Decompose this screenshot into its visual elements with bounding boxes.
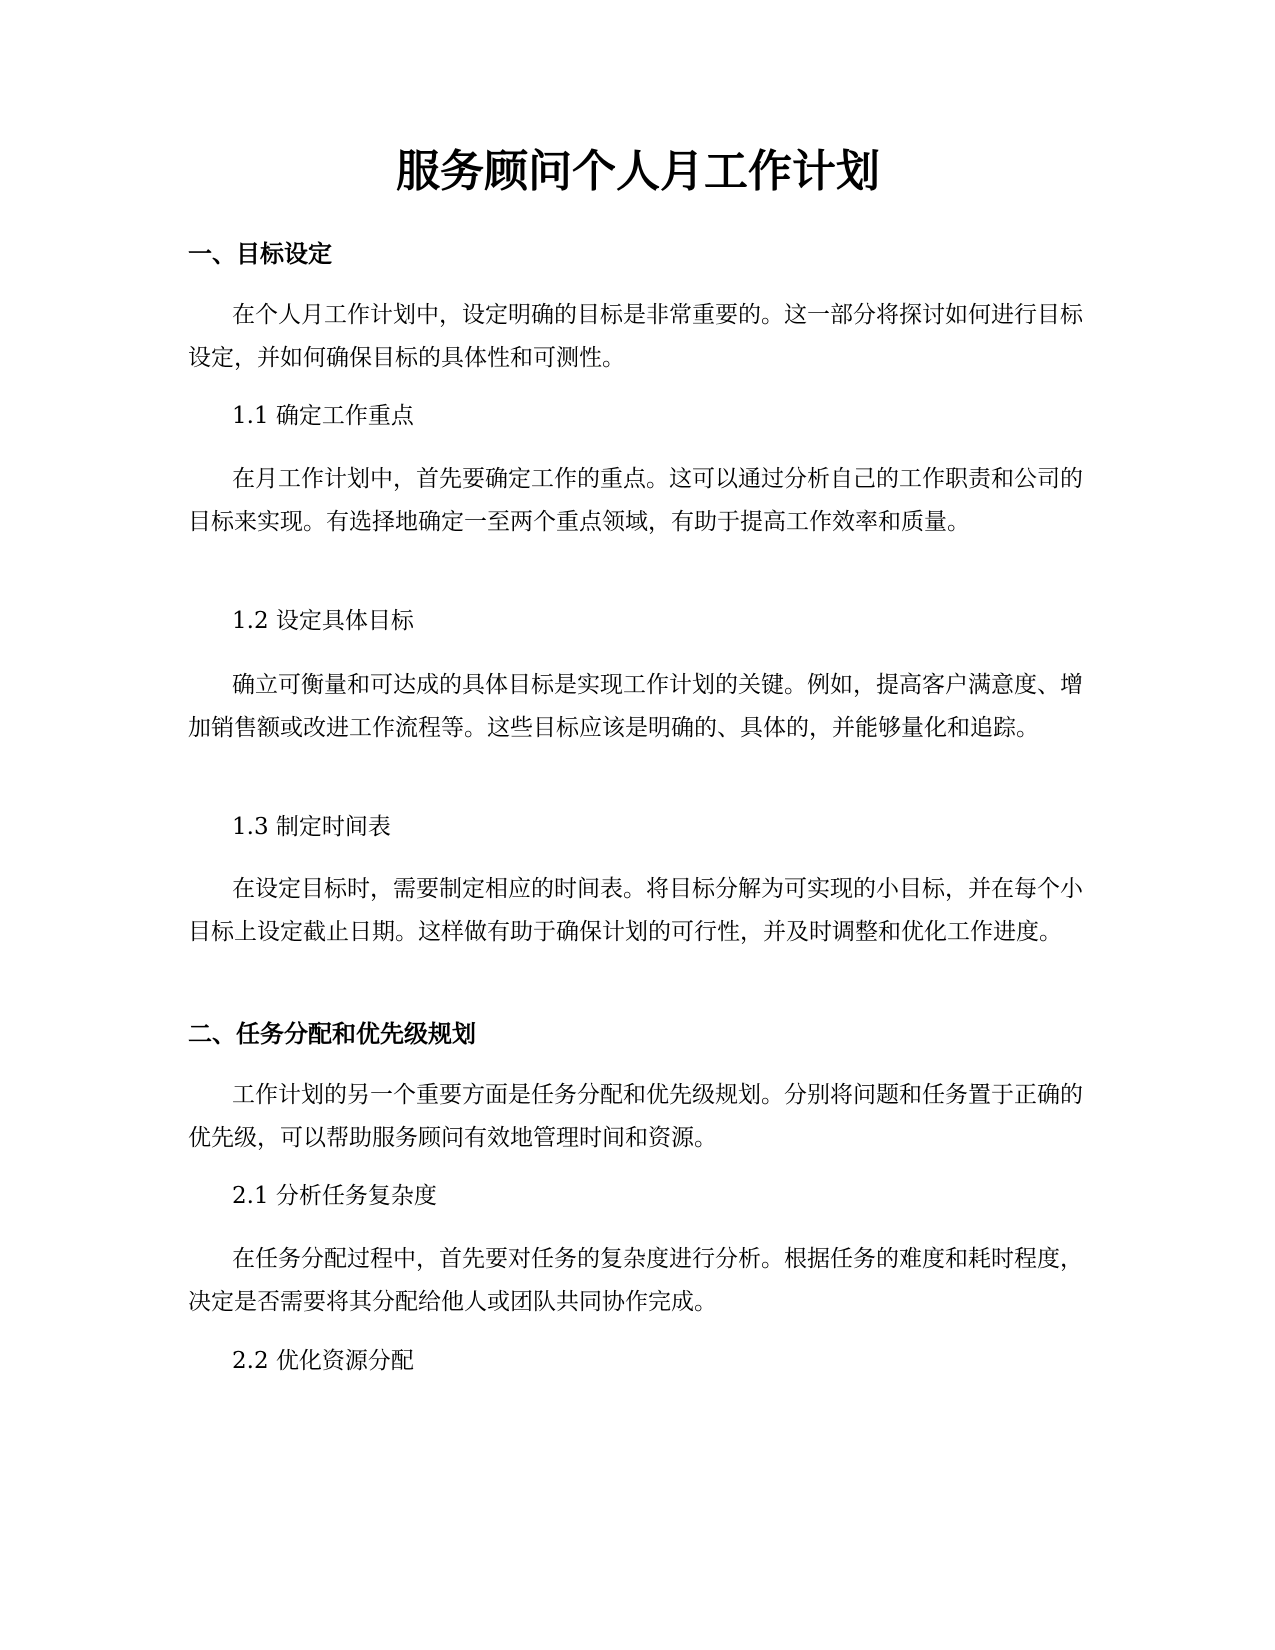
subsection-2-1-heading: 2.1 分析任务复杂度 — [232, 1183, 437, 1209]
subsection-1-1-body: 在月工作计划中，首先要确定工作的重点。这可以通过分析自己的工作职责和公司的目标来实现。有选择地确定一至两个重点领域，有助于提高工作效率和质量。 — [188, 466, 1083, 535]
subsection-1-1-heading: 1.1 确定工作重点 — [232, 403, 414, 429]
section-2-intro: 工作计划的另一个重要方面是任务分配和优先级规划。分别将问题和任务置于正确的优先级，可以帮助服务顾问有效地管理时间和资源。 — [188, 1082, 1083, 1151]
subsection-1-3-heading: 1.3 制定时间表 — [232, 814, 391, 840]
section-1-intro: 在个人月工作计划中，设定明确的目标是非常重要的。这一部分将探讨如何进行目标设定，并如何确保目标的具体性和可测性。 — [188, 302, 1083, 371]
document-title: 服务顾问个人月工作计划 — [396, 146, 880, 197]
section-heading-1: 一、目标设定 — [188, 240, 332, 268]
subsection-2-1-body: 在任务分配过程中，首先要对任务的复杂度进行分析。根据任务的难度和耗时程度，决定是否需要将其分配给他人或团队共同协作完成。 — [188, 1246, 1083, 1315]
subsection-1-2-heading: 1.2 设定具体目标 — [232, 608, 414, 634]
subsection-1-2-body: 确立可衡量和可达成的具体目标是实现工作计划的关键。例如，提高客户满意度、增加销售额或改进工作流程等。这些目标应该是明确的、具体的，并能够量化和追踪。 — [188, 672, 1083, 741]
section-heading-2: 二、任务分配和优先级规划 — [188, 1020, 476, 1048]
subsection-2-2-heading: 2.2 优化资源分配 — [232, 1348, 414, 1374]
subsection-1-3-body: 在设定目标时，需要制定相应的时间表。将目标分解为可实现的小目标，并在每个小目标上设定截止日期。这样做有助于确保计划的可行性，并及时调整和优化工作进度。 — [188, 876, 1083, 945]
